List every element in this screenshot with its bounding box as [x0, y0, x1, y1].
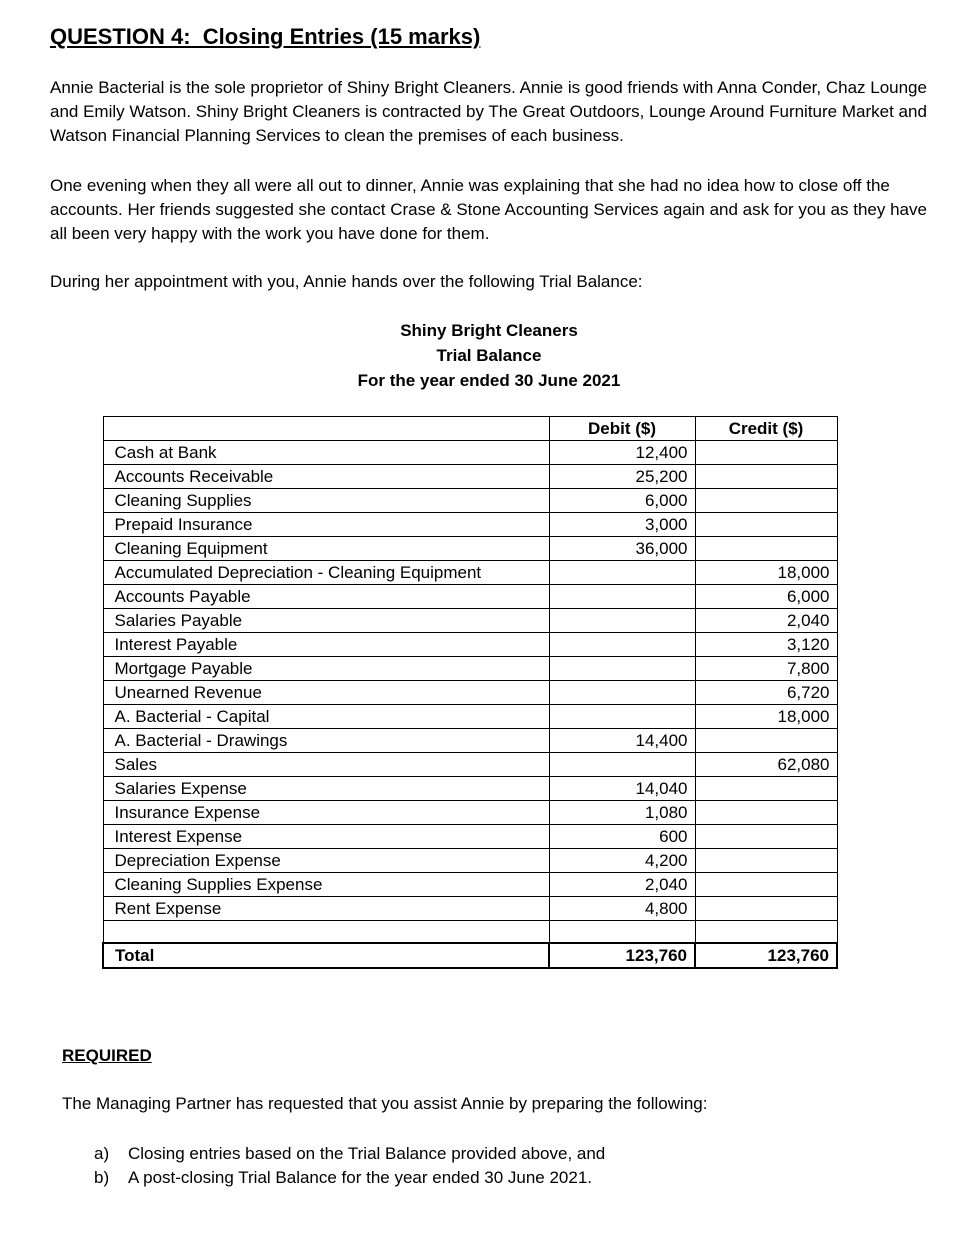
- total-label: Total: [103, 943, 549, 968]
- debit-amount: [549, 609, 695, 633]
- table-row: [103, 465, 837, 489]
- table-row: [103, 537, 837, 561]
- credit-amount: [695, 729, 837, 753]
- credit-column-header: Credit ($): [695, 417, 837, 441]
- table-header-row: [103, 417, 837, 441]
- table-row: [103, 777, 837, 801]
- debit-amount: [549, 561, 695, 585]
- debit-amount: 3,000: [549, 513, 695, 537]
- blank-row: [103, 921, 837, 944]
- total-debit: 123,760: [549, 943, 695, 968]
- table-row: [103, 633, 837, 657]
- account-name: Salaries Expense: [103, 777, 549, 801]
- debit-amount: [549, 657, 695, 681]
- credit-amount: [695, 897, 837, 921]
- credit-amount: 62,080: [695, 753, 837, 777]
- account-name: Cleaning Supplies Expense: [103, 873, 549, 897]
- table-row: [103, 657, 837, 681]
- account-name: Accounts Receivable: [103, 465, 549, 489]
- total-credit: 123,760: [695, 943, 837, 968]
- trial-balance-title: Trial Balance: [436, 346, 542, 365]
- account-name: Interest Payable: [103, 633, 549, 657]
- debit-amount: [549, 633, 695, 657]
- table-row: [103, 681, 837, 705]
- account-name: Unearned Revenue: [103, 681, 549, 705]
- table-row: [103, 585, 837, 609]
- credit-amount: [695, 513, 837, 537]
- table-row: [103, 489, 837, 513]
- blank-cell: [695, 921, 837, 944]
- context-paragraph: One evening when they all were all out to dinner, Annie was explaining that she had no idea how to close off the accounts. Her friends suggested she contact Crase & Stone Accounting Services again and ask for you as they have all been very happy with the work you have done for them.: [50, 176, 927, 243]
- credit-amount: [695, 777, 837, 801]
- list-marker: b): [94, 1168, 110, 1187]
- credit-amount: [695, 825, 837, 849]
- debit-amount: [549, 705, 695, 729]
- table-row: [103, 825, 837, 849]
- trial-balance-table: [102, 416, 838, 969]
- account-name: Cleaning Equipment: [103, 537, 549, 561]
- total-row: [103, 943, 837, 968]
- debit-amount: 36,000: [549, 537, 695, 561]
- credit-amount: 6,720: [695, 681, 837, 705]
- table-row: [103, 561, 837, 585]
- account-name: Accumulated Depreciation - Cleaning Equipment: [103, 561, 549, 585]
- debit-amount: [549, 585, 695, 609]
- table-row: [103, 849, 837, 873]
- credit-amount: 6,000: [695, 585, 837, 609]
- table-row: [103, 753, 837, 777]
- debit-amount: 14,040: [549, 777, 695, 801]
- account-name: Prepaid Insurance: [103, 513, 549, 537]
- credit-amount: [695, 537, 837, 561]
- credit-amount: 18,000: [695, 705, 837, 729]
- credit-amount: [695, 441, 837, 465]
- debit-column-header: Debit ($): [549, 417, 695, 441]
- table-row: [103, 609, 837, 633]
- debit-amount: [549, 681, 695, 705]
- required-list: [94, 1142, 605, 1190]
- credit-amount: [695, 801, 837, 825]
- list-item: [94, 1142, 605, 1166]
- credit-amount: [695, 873, 837, 897]
- account-column-header: [103, 417, 549, 441]
- account-name: Sales: [103, 753, 549, 777]
- table-row: [103, 441, 837, 465]
- debit-amount: 4,800: [549, 897, 695, 921]
- credit-amount: [695, 489, 837, 513]
- debit-amount: 1,080: [549, 801, 695, 825]
- account-name: A. Bacterial - Drawings: [103, 729, 549, 753]
- debit-amount: [549, 753, 695, 777]
- intro-paragraph: Annie Bacterial is the sole proprietor of Shiny Bright Cleaners. Annie is good friends with Anna Conder, Chaz Lounge and Emily Watson. Shiny Bright Cleaners is contracted by The Great Outdoors, Lounge Around Furniture Market and Watson Financial Planning Services to clean the premises of each business.: [50, 78, 927, 145]
- credit-amount: 3,120: [695, 633, 837, 657]
- credit-amount: [695, 849, 837, 873]
- trial-balance-business-name: Shiny Bright Cleaners: [400, 321, 578, 340]
- account-name: Mortgage Payable: [103, 657, 549, 681]
- table-row: [103, 513, 837, 537]
- table-row: [103, 729, 837, 753]
- account-name: Cleaning Supplies: [103, 489, 549, 513]
- credit-amount: 18,000: [695, 561, 837, 585]
- table-row: [103, 801, 837, 825]
- account-name: Insurance Expense: [103, 801, 549, 825]
- required-instruction: The Managing Partner has requested that you assist Annie by preparing the following:: [62, 1094, 708, 1113]
- account-name: Interest Expense: [103, 825, 549, 849]
- credit-amount: [695, 465, 837, 489]
- debit-amount: 2,040: [549, 873, 695, 897]
- blank-cell: [549, 921, 695, 944]
- list-item-text: A post-closing Trial Balance for the year ended 30 June 2021.: [128, 1168, 593, 1187]
- table-row: [103, 705, 837, 729]
- required-heading: REQUIRED: [62, 1046, 152, 1065]
- account-name: Rent Expense: [103, 897, 549, 921]
- handover-paragraph: During her appointment with you, Annie hands over the following Trial Balance:: [50, 272, 643, 291]
- blank-cell: [103, 921, 549, 944]
- debit-amount: 600: [549, 825, 695, 849]
- debit-amount: 14,400: [549, 729, 695, 753]
- list-item-text: Closing entries based on the Trial Balance provided above, and: [128, 1144, 606, 1163]
- account-name: Accounts Payable: [103, 585, 549, 609]
- table-row: [103, 897, 837, 921]
- list-item: [94, 1166, 605, 1190]
- debit-amount: 6,000: [549, 489, 695, 513]
- debit-amount: 25,200: [549, 465, 695, 489]
- credit-amount: 2,040: [695, 609, 837, 633]
- question-heading: QUESTION 4: Closing Entries (15 marks): [50, 24, 481, 49]
- debit-amount: 4,200: [549, 849, 695, 873]
- account-name: Salaries Payable: [103, 609, 549, 633]
- account-name: Cash at Bank: [103, 441, 549, 465]
- credit-amount: 7,800: [695, 657, 837, 681]
- trial-balance-period: For the year ended 30 June 2021: [357, 371, 621, 390]
- table-row: [103, 873, 837, 897]
- account-name: Depreciation Expense: [103, 849, 549, 873]
- account-name: A. Bacterial - Capital: [103, 705, 549, 729]
- list-marker: a): [94, 1144, 110, 1163]
- debit-amount: 12,400: [549, 441, 695, 465]
